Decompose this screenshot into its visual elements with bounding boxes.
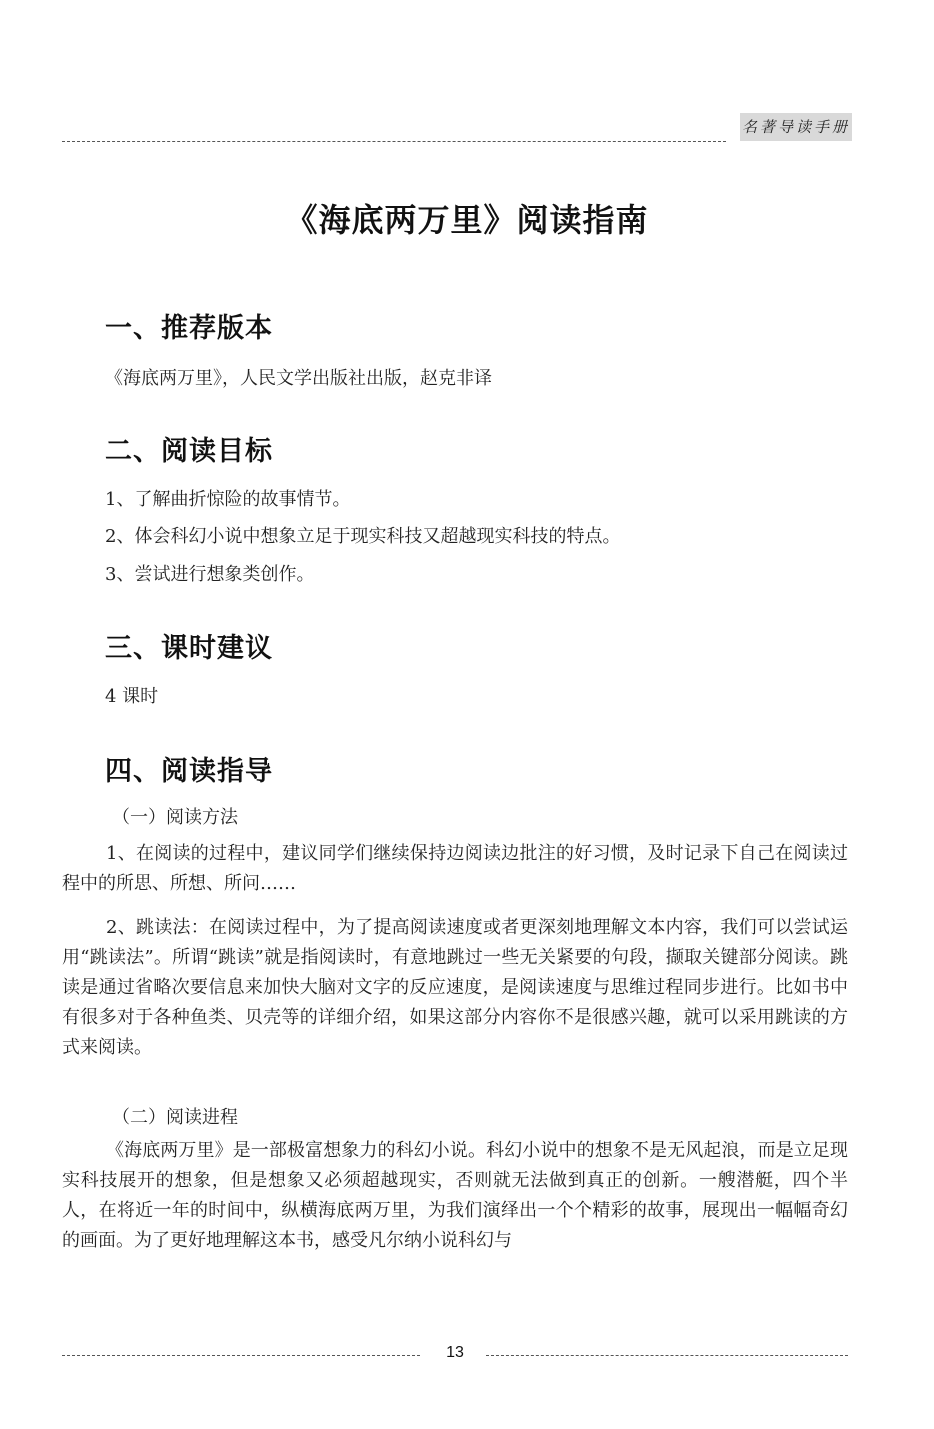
recommended-edition-text: 《海底两万里》，人民文学出版社出版，赵克非译 xyxy=(105,368,492,389)
header-dashed-rule xyxy=(62,141,726,142)
paragraph-skim-reading: 2、跳读法：在阅读过程中，为了提高阅读速度或者更深刻地理解文本内容，我们可以尝试运用“跳读法”。所谓“跳读”就是指阅读时，有意地跳过一些无关紧要的句段，撷取关键部分阅读。跳读是通过省略次要信息来加快大脑对文字的反应速度，是阅读速度与思维过程同步进行。比如书中有很多对于各种鱼类、贝壳等的详细介绍，如果这部分内容你不是很感兴趣，就可以采用跳读的方式来阅读。 xyxy=(62,917,848,1058)
goal-item-3: 3、尝试进行想象类创作。 xyxy=(105,564,315,585)
section-heading-schedule: 三、课时建议 xyxy=(105,633,273,664)
section-heading-edition: 一、推荐版本 xyxy=(105,313,273,344)
subheading-reading-method: （一）阅读方法 xyxy=(112,807,238,828)
page-title: 《海底两万里》阅读指南 xyxy=(285,201,649,239)
page-number: 13 xyxy=(446,1344,464,1361)
goal-item-1: 1、了解曲折惊险的故事情节。 xyxy=(105,489,351,510)
section-heading-goals: 二、阅读目标 xyxy=(105,436,273,467)
footer-dashed-rule-right xyxy=(486,1355,848,1356)
section-heading-guidance: 四、阅读指导 xyxy=(105,756,273,787)
goal-item-2: 2、体会科幻小说中想象立足于现实科技又超越现实科技的特点。 xyxy=(105,526,621,547)
footer-dashed-rule-left xyxy=(62,1355,420,1356)
paragraph-annotation-method: 1、在阅读的过程中，建议同学们继续保持边阅读边批注的好习惯，及时记录下自己在阅读过程中的所思、所想、所问…… xyxy=(62,843,848,894)
schedule-text: 4 课时 xyxy=(105,686,159,707)
series-label: 名著导读手册 xyxy=(740,113,852,141)
subheading-reading-progress: （二）阅读进程 xyxy=(112,1107,238,1128)
paragraph-novel-intro: 《海底两万里》是一部极富想象力的科幻小说。科幻小说中的想象不是无风起浪，而是立足现实科技展开的想象，但是想象又必须超越现实，否则就无法做到真正的创新。一艘潜艇，四个半人，在将近一年的时间中，纵横海底两万里，为我们演绎出一个个精彩的故事，展现出一幅幅奇幻的画面。为了更好地理解这本书，感受凡尔纳小说科幻与 xyxy=(62,1140,848,1251)
